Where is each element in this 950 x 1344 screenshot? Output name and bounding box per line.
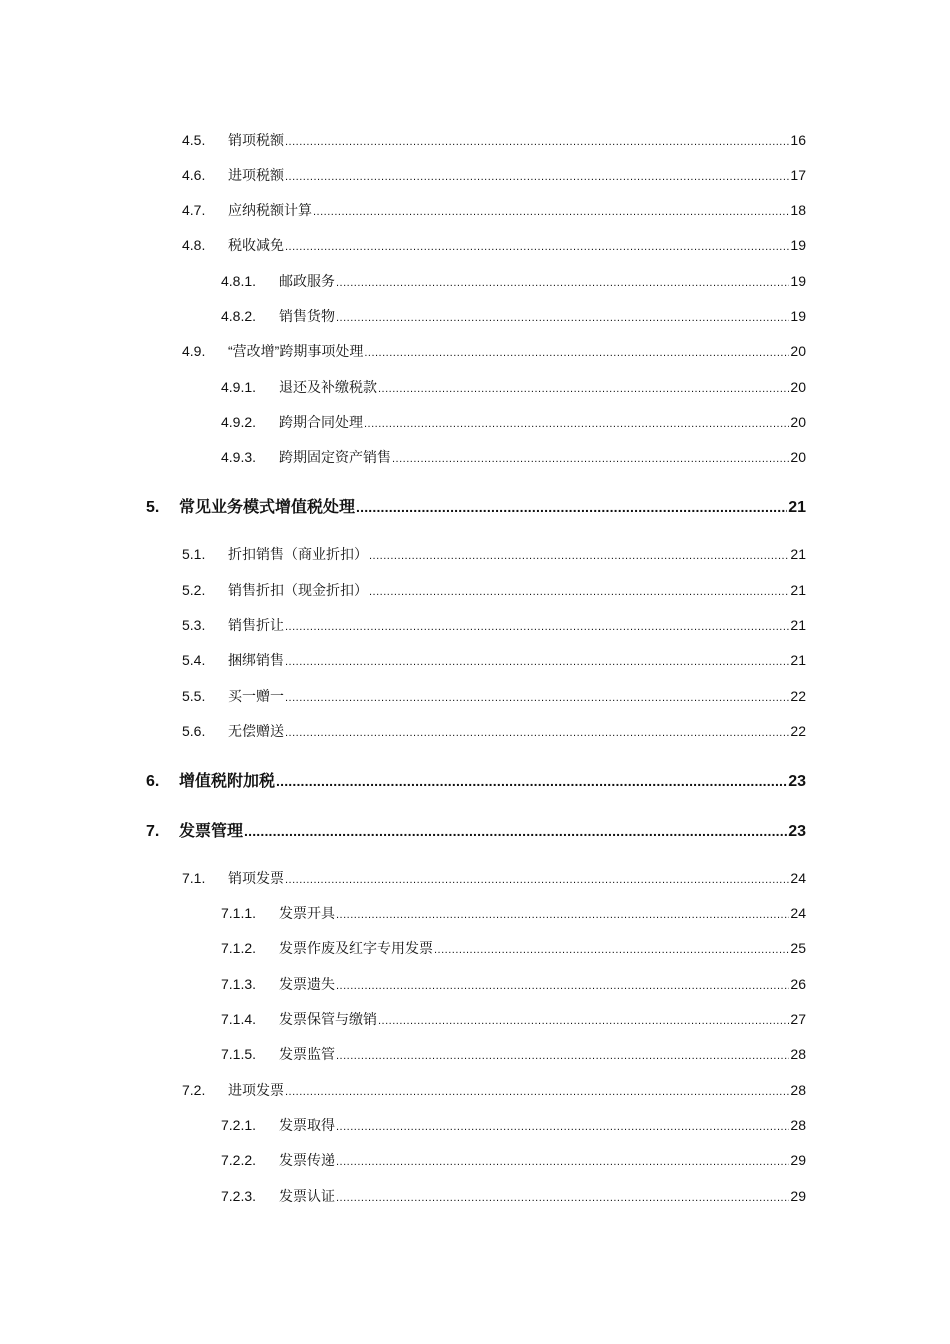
toc-dot-leader (336, 1188, 789, 1204)
toc-entry-number: 7.2.1. (221, 1117, 257, 1133)
toc-entry-title: 邮政服务 (279, 273, 335, 289)
toc-entry-page-number: 18 (790, 202, 806, 218)
toc-entry[interactable] (182, 721, 806, 741)
toc-entry-number: 7.1.4. (221, 1011, 257, 1027)
toc-entry-page-number: 21 (790, 652, 806, 668)
toc-entry[interactable] (182, 580, 806, 600)
toc-dot-leader (285, 870, 789, 886)
toc-entry-page-number: 28 (790, 1082, 806, 1098)
toc-entry-title: 发票监管 (279, 1046, 335, 1062)
toc-entry-page-number: 17 (790, 167, 806, 183)
toc-entry-page-number: 21 (788, 499, 806, 516)
toc-entry-number: 5. (146, 499, 160, 516)
toc-dot-leader (336, 1046, 789, 1062)
toc-entry-number: 4.6. (182, 167, 206, 183)
toc-entry-number: 7.1.3. (221, 976, 257, 992)
toc-dot-leader (276, 773, 787, 791)
toc-entry-title: 发票管理 (179, 823, 244, 840)
toc-entry[interactable] (221, 377, 806, 397)
toc-entry-number: 4.5. (182, 132, 206, 148)
toc-entry-title: 跨期固定资产销售 (279, 449, 391, 465)
toc-entry-page-number: 20 (790, 449, 806, 465)
toc-entry[interactable] (182, 235, 806, 255)
toc-entry-page-number: 23 (788, 823, 806, 840)
toc-entry-page-number: 20 (790, 414, 806, 430)
toc-entry-title: 销售折让 (228, 617, 284, 633)
toc-entry-title: 销项税额 (228, 132, 284, 148)
toc-dot-leader (285, 688, 789, 704)
toc-dot-leader (285, 1082, 789, 1098)
toc-dot-leader (356, 499, 787, 517)
toc-entry-page-number: 20 (790, 343, 806, 359)
toc-entry-title: 销售折扣（现金折扣） (228, 582, 368, 598)
toc-entry-title: 买一赠一 (228, 688, 284, 704)
toc-dot-leader (392, 449, 789, 465)
toc-entry-number: 7.2.3. (221, 1188, 257, 1204)
toc-dot-leader (313, 202, 789, 218)
toc-entry-page-number: 22 (790, 688, 806, 704)
toc-entry-title: 发票遗失 (279, 976, 335, 992)
toc-entry-number: 5.6. (182, 723, 206, 739)
toc-entry-page-number: 19 (790, 237, 806, 253)
toc-dot-leader (244, 823, 787, 841)
toc-entry-title: 发票认证 (279, 1188, 335, 1204)
toc-entry[interactable] (182, 686, 806, 706)
toc-entry-title: 退还及补缴税款 (279, 379, 377, 395)
toc-entry-number: 7.1.1. (221, 905, 257, 921)
toc-entry-title: 销项发票 (228, 870, 284, 886)
toc-entry-number: 5.4. (182, 652, 206, 668)
toc-entry-title: 发票开具 (279, 905, 335, 921)
toc-entry-title: 发票取得 (279, 1117, 335, 1133)
toc-entry-number: 5.2. (182, 582, 206, 598)
toc-entry-page-number: 22 (790, 723, 806, 739)
toc-entry-number: 7.1.5. (221, 1046, 257, 1062)
toc-entry-title: 进项发票 (228, 1082, 284, 1098)
toc-dot-leader (285, 132, 789, 148)
toc-entry[interactable] (221, 903, 806, 923)
toc-entry-title: 销售货物 (279, 308, 335, 324)
toc-entry[interactable] (221, 938, 806, 958)
toc-entry-page-number: 19 (790, 308, 806, 324)
toc-entry-title: 常见业务模式增值税处理 (179, 499, 356, 516)
toc-entry-number: 7.2.2. (221, 1152, 257, 1168)
toc-dot-leader (285, 167, 789, 183)
toc-entry-number: 4.8.1. (221, 273, 257, 289)
toc-entry[interactable] (221, 1150, 806, 1170)
toc-entry[interactable] (221, 1115, 806, 1135)
toc-entry-number: 7.1.2. (221, 940, 257, 956)
toc-entry-page-number: 28 (790, 1117, 806, 1133)
toc-dot-leader (336, 976, 789, 992)
toc-entry[interactable] (221, 1009, 806, 1029)
toc-dot-leader (378, 379, 789, 395)
toc-entry[interactable] (182, 341, 806, 361)
toc-entry[interactable] (182, 200, 806, 220)
toc-entry-page-number: 20 (790, 379, 806, 395)
toc-entry-number: 4.9.1. (221, 379, 257, 395)
toc-entry-title: 应纳税额计算 (228, 202, 312, 218)
toc-entry-number: 5.1. (182, 546, 206, 562)
toc-entry-title: 进项税额 (228, 167, 284, 183)
toc-entry-page-number: 29 (790, 1188, 806, 1204)
toc-entry-title: 捆绑销售 (228, 652, 284, 668)
toc-entry[interactable] (182, 544, 806, 564)
toc-entry-title: 无偿赠送 (228, 723, 284, 739)
toc-entry-number: 5.5. (182, 688, 206, 704)
toc-entry-page-number: 28 (790, 1046, 806, 1062)
toc-entry[interactable] (146, 494, 806, 517)
toc-entry-title: 增值税附加税 (179, 773, 276, 790)
toc-entry-page-number: 21 (790, 546, 806, 562)
toc-entry-title: 税收减免 (228, 237, 284, 253)
toc-entry-number: 7.2. (182, 1082, 206, 1098)
toc-entry[interactable] (182, 650, 806, 670)
toc-entry[interactable] (146, 818, 806, 841)
toc-entry-title: 发票传递 (279, 1152, 335, 1168)
toc-entry-number: 4.9.3. (221, 449, 257, 465)
toc-entry[interactable] (146, 768, 806, 791)
toc-entry-number: 4.8. (182, 237, 206, 253)
toc-entry-title: “营改增”跨期事项处理 (228, 343, 364, 359)
toc-entry-number: 7.1. (182, 870, 206, 886)
toc-entry-page-number: 19 (790, 273, 806, 289)
toc-dot-leader (285, 617, 789, 633)
toc-dot-leader (369, 546, 789, 562)
toc-dot-leader (285, 652, 789, 668)
toc-entry-page-number: 21 (790, 582, 806, 598)
toc-entry-page-number: 16 (790, 132, 806, 148)
toc-entry-number: 4.8.2. (221, 308, 257, 324)
toc-entry-page-number: 29 (790, 1152, 806, 1168)
toc-entry[interactable] (221, 974, 806, 994)
toc-entry-title: 发票作废及红字专用发票 (279, 940, 433, 956)
toc-entry[interactable] (221, 271, 806, 291)
toc-dot-leader (434, 940, 789, 956)
toc-entry-number: 6. (146, 773, 160, 790)
toc-dot-leader (336, 1152, 789, 1168)
toc-dot-leader (336, 308, 789, 324)
toc-dot-leader (336, 273, 789, 289)
toc-entry-page-number: 26 (790, 976, 806, 992)
toc-entry-page-number: 24 (790, 905, 806, 921)
toc-dot-leader (364, 414, 789, 430)
toc-entry[interactable] (221, 1186, 806, 1206)
toc-entry-title: 折扣销售（商业折扣） (228, 546, 368, 562)
toc-dot-leader (336, 905, 789, 921)
toc-entry[interactable] (182, 130, 806, 150)
toc-entry[interactable] (221, 412, 806, 432)
toc-entry-number: 5.3. (182, 617, 206, 633)
toc-dot-leader (378, 1011, 789, 1027)
toc-entry-page-number: 24 (790, 870, 806, 886)
toc-entry-number: 4.9.2. (221, 414, 257, 430)
toc-entry[interactable] (182, 165, 806, 185)
toc-entry[interactable] (182, 868, 806, 888)
toc-entry-page-number: 21 (790, 617, 806, 633)
toc-entry-number: 4.9. (182, 343, 206, 359)
toc-dot-leader (285, 237, 789, 253)
toc-dot-leader (369, 582, 789, 598)
toc-entry[interactable] (221, 1044, 806, 1064)
toc-entry[interactable] (221, 306, 806, 326)
toc-entry[interactable] (182, 615, 806, 635)
toc-entry-title: 发票保管与缴销 (279, 1011, 377, 1027)
toc-entry[interactable] (182, 1080, 806, 1100)
toc-entry-page-number: 23 (788, 773, 806, 790)
toc-entry-page-number: 25 (790, 940, 806, 956)
toc-dot-leader (285, 723, 789, 739)
toc-dot-leader (336, 1117, 789, 1133)
toc-entry-page-number: 27 (790, 1011, 806, 1027)
toc-entry[interactable] (221, 447, 806, 467)
toc-entry-title: 跨期合同处理 (279, 414, 363, 430)
toc-entry-number: 4.7. (182, 202, 206, 218)
toc-dot-leader (364, 343, 789, 359)
toc-entry-number: 7. (146, 823, 160, 840)
